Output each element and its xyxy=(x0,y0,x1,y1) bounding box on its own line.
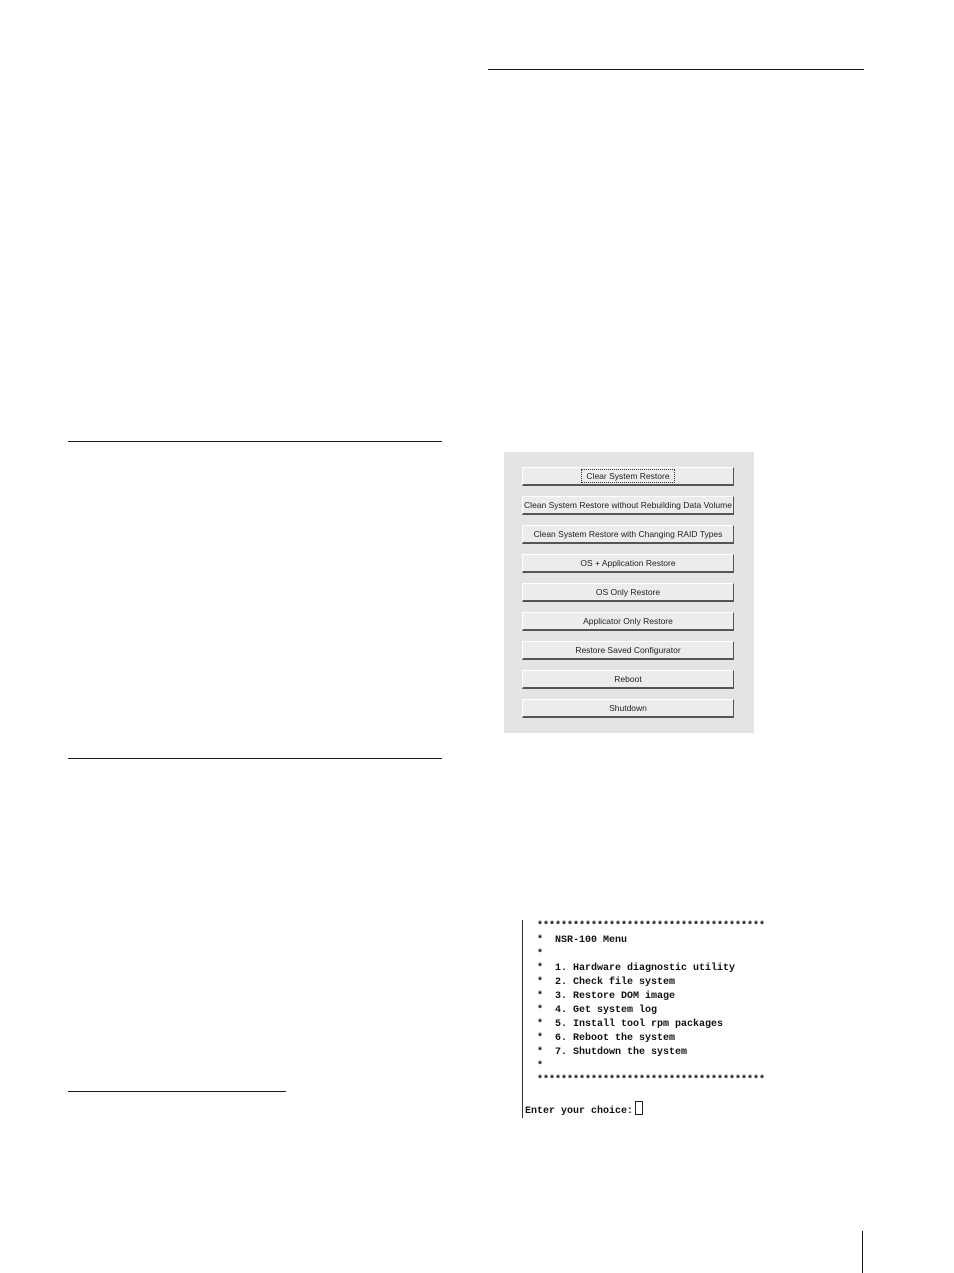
console-line: * NSR-100 Menu xyxy=(537,935,628,946)
button-label: OS Only Restore xyxy=(595,587,661,597)
restore-saved-configuration-button[interactable] xyxy=(522,641,734,660)
clean-restore-without-rebuild-button[interactable] xyxy=(522,496,734,515)
section-divider xyxy=(68,441,442,442)
application-only-restore-button[interactable] xyxy=(522,612,734,631)
clear-system-restore-button[interactable] xyxy=(522,467,734,486)
button-label: Restore Saved Configurator xyxy=(575,645,681,655)
console-line: * 7. Shutdown the system xyxy=(537,1047,688,1058)
section-divider xyxy=(68,758,442,759)
section-divider xyxy=(488,69,864,70)
button-label: Reboot xyxy=(614,674,642,684)
button-label: Clear System Restore xyxy=(583,471,672,481)
page-edge-rule xyxy=(862,1231,863,1273)
cursor-icon[interactable] xyxy=(635,1101,643,1115)
os-only-restore-button[interactable] xyxy=(522,583,734,602)
section-divider xyxy=(68,1091,286,1092)
console-line: * 5. Install tool rpm packages xyxy=(537,1019,724,1030)
console-line: * xyxy=(537,949,544,960)
console-line: * 1. Hardware diagnostic utility xyxy=(537,963,736,974)
console-line: ************************************** xyxy=(537,1075,766,1086)
button-label: Applicator Only Restore xyxy=(583,616,673,626)
console-window xyxy=(522,920,822,1118)
console-line: * xyxy=(537,1061,544,1072)
button-label: Shutdown xyxy=(609,703,647,713)
console-line: * 4. Get system log xyxy=(537,1005,658,1016)
shutdown-button[interactable] xyxy=(522,699,734,718)
console-line: * 2. Check file system xyxy=(537,977,676,988)
clean-restore-changing-raid-button[interactable] xyxy=(522,525,734,544)
console-line: * 6. Reboot the system xyxy=(537,1033,676,1044)
button-label: Clean System Restore with Changing RAID Types xyxy=(533,529,723,539)
button-label: Clean System Restore without Rebuilding Data Volume xyxy=(524,500,732,510)
os-application-restore-button[interactable] xyxy=(522,554,734,573)
restore-menu-panel xyxy=(504,452,754,733)
reboot-button[interactable] xyxy=(522,670,734,689)
console-line: * 3. Restore DOM image xyxy=(537,991,676,1002)
console-prompt xyxy=(525,1101,643,1119)
button-label: OS + Application Restore xyxy=(580,558,676,568)
prompt-label: Enter your choice: xyxy=(525,1106,634,1117)
console-line: ************************************** xyxy=(537,921,766,932)
